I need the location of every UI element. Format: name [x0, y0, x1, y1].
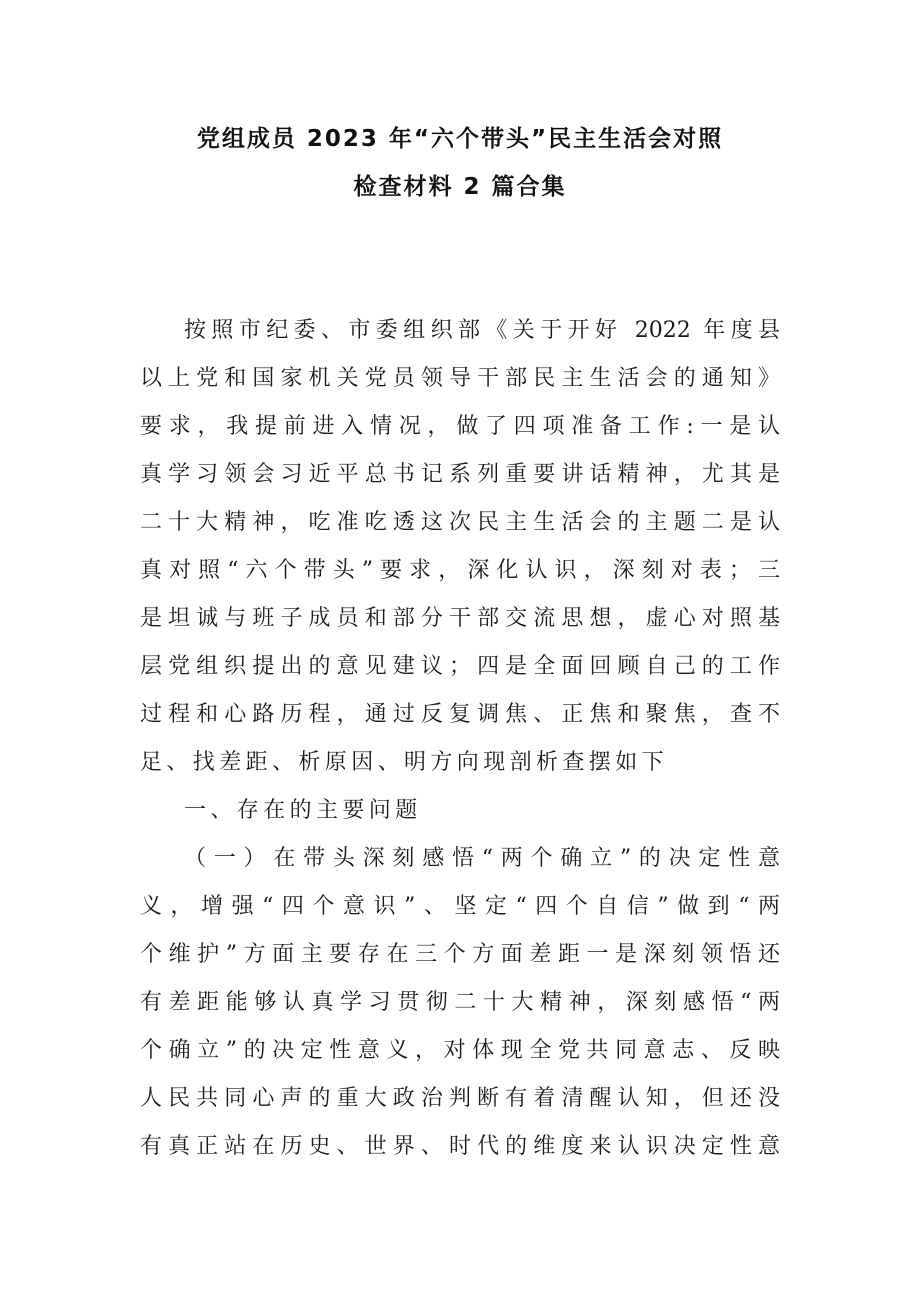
paragraph-1-line: 要求，我提前进入情况，做了四项准备工作:一是认	[140, 414, 780, 439]
paragraph-2-line: 个维护”方面主要存在三个方面差距一是深刻领悟还	[140, 942, 780, 967]
paragraph-1-line: 真学习领会习近平总书记系列重要讲话精神，尤其是	[140, 462, 780, 487]
paragraph-1-line: 足、找差距、析原因、明方向现剖析查摆如下	[140, 750, 669, 775]
paragraph-2-line: 义，增强“四个意识”、坚定“四个自信”做到“两	[140, 894, 780, 919]
paragraph-1-line: 按照市纪委、市委组织部《关于开好 2022 年度县	[184, 318, 780, 343]
document-title-line-2: 检查材料 2 篇合集	[353, 174, 567, 200]
paragraph-2-line: 个确立”的决定性意义，对体现全党共同意志、反映	[140, 1038, 780, 1063]
paragraph-1-line: 以上党和国家机关党员领导干部民主生活会的通知》	[140, 366, 780, 391]
paragraph-2-line: 人民共同心声的重大政治判断有着清醒认知，但还没	[140, 1086, 780, 1111]
paragraph-2-line: （一）在带头深刻感悟“两个确立”的决定性意	[184, 846, 780, 871]
document-title-line-1: 党组成员 2023 年“六个带头”民主生活会对照	[196, 126, 724, 152]
paragraph-1-line: 真对照“六个带头”要求，深化认识，深刻对表；三	[140, 558, 780, 583]
paragraph-1-line: 是坦诚与班子成员和部分干部交流思想，虚心对照基	[140, 606, 780, 631]
paragraph-2-line: 有真正站在历史、世界、时代的维度来认识决定性意	[140, 1134, 780, 1159]
section-heading: 一、存在的主要问题	[184, 798, 422, 823]
paragraph-1-line: 过程和心路历程，通过反复调焦、正焦和聚焦，查不	[140, 702, 780, 727]
paragraph-1-line: 二十大精神，吃准吃透这次民主生活会的主题二是认	[140, 510, 780, 535]
paragraph-1-line: 层党组织提出的意见建议；四是全面回顾自己的工作	[140, 654, 780, 679]
paragraph-2-line: 有差距能够认真学习贯彻二十大精神，深刻感悟“两	[140, 990, 780, 1015]
